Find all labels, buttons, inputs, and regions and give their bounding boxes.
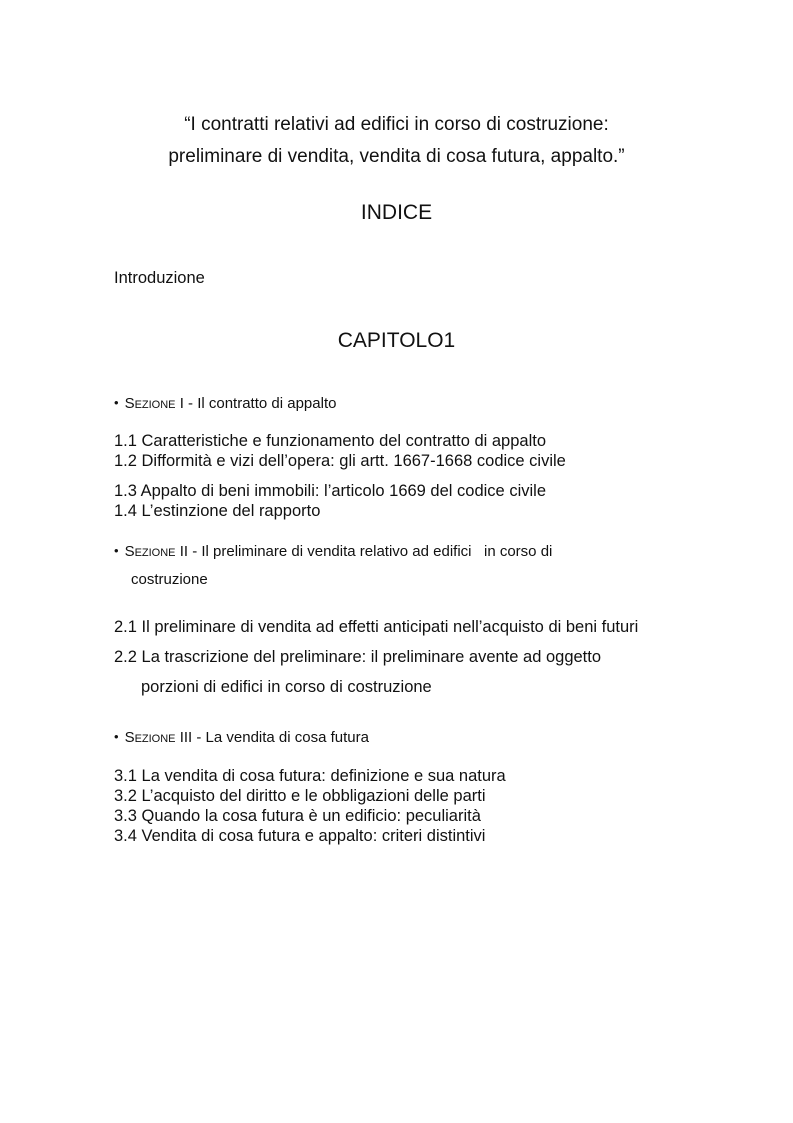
chapter-heading: CAPITOLO1 [337,329,456,352]
toc-item-2-2-continuation: porzioni di edifici in corso di costruzione [141,678,432,696]
section-3-heading [114,729,369,746]
section-1-heading [114,395,336,412]
toc-item-1-2: 1.2 Difformità e vizi dell’opera: gli artt. 1667-1668 codice civile [114,452,566,470]
section-label: Sezione [124,395,176,412]
introduction-entry: Introduzione [114,269,205,287]
toc-item-1-1: 1.1 Caratteristiche e funzionamento del contratto di appalto [114,432,547,450]
document-title-line-1: “I contratti relativi ad edifici in corso di costruzione: [184,114,609,135]
section-2-heading [114,543,552,560]
toc-item-1-3: 1.3 Appalto di beni immobili: l’articolo 1669 del codice civile [114,482,546,500]
toc-item-3-4: 3.4 Vendita di cosa futura e appalto: criteri distintivi [114,827,486,845]
section-label: Sezione [124,729,176,746]
toc-item-3-1: 3.1 La vendita di cosa futura: definizione e sua natura [114,767,506,785]
toc-item-2-2: 2.2 La trascrizione del preliminare: il preliminare avente ad oggetto [114,648,602,666]
section-title: II - Il preliminare di vendita relativo ad edifici in corso di [175,543,553,560]
bullet-icon: • [114,543,119,558]
index-heading: INDICE [360,201,433,224]
section-label: Sezione [124,543,176,560]
bullet-icon: • [114,395,119,410]
document-title-line-2: preliminare di vendita, vendita di cosa futura, appalto.” [168,146,625,167]
section-title: III - La vendita di cosa futura [175,729,369,746]
section-title: I - Il contratto di appalto [175,395,337,412]
toc-item-1-4: 1.4 L’estinzione del rapporto [114,502,321,520]
section-2-heading-continuation: costruzione [131,571,208,588]
toc-item-2-1: 2.1 Il preliminare di vendita ad effetti anticipati nell’acquisto di beni futuri [114,618,639,636]
toc-item-3-3: 3.3 Quando la cosa futura è un edificio: peculiarità [114,807,481,825]
toc-item-3-2: 3.2 L’acquisto del diritto e le obbligazioni delle parti [114,787,486,805]
bullet-icon: • [114,729,119,744]
